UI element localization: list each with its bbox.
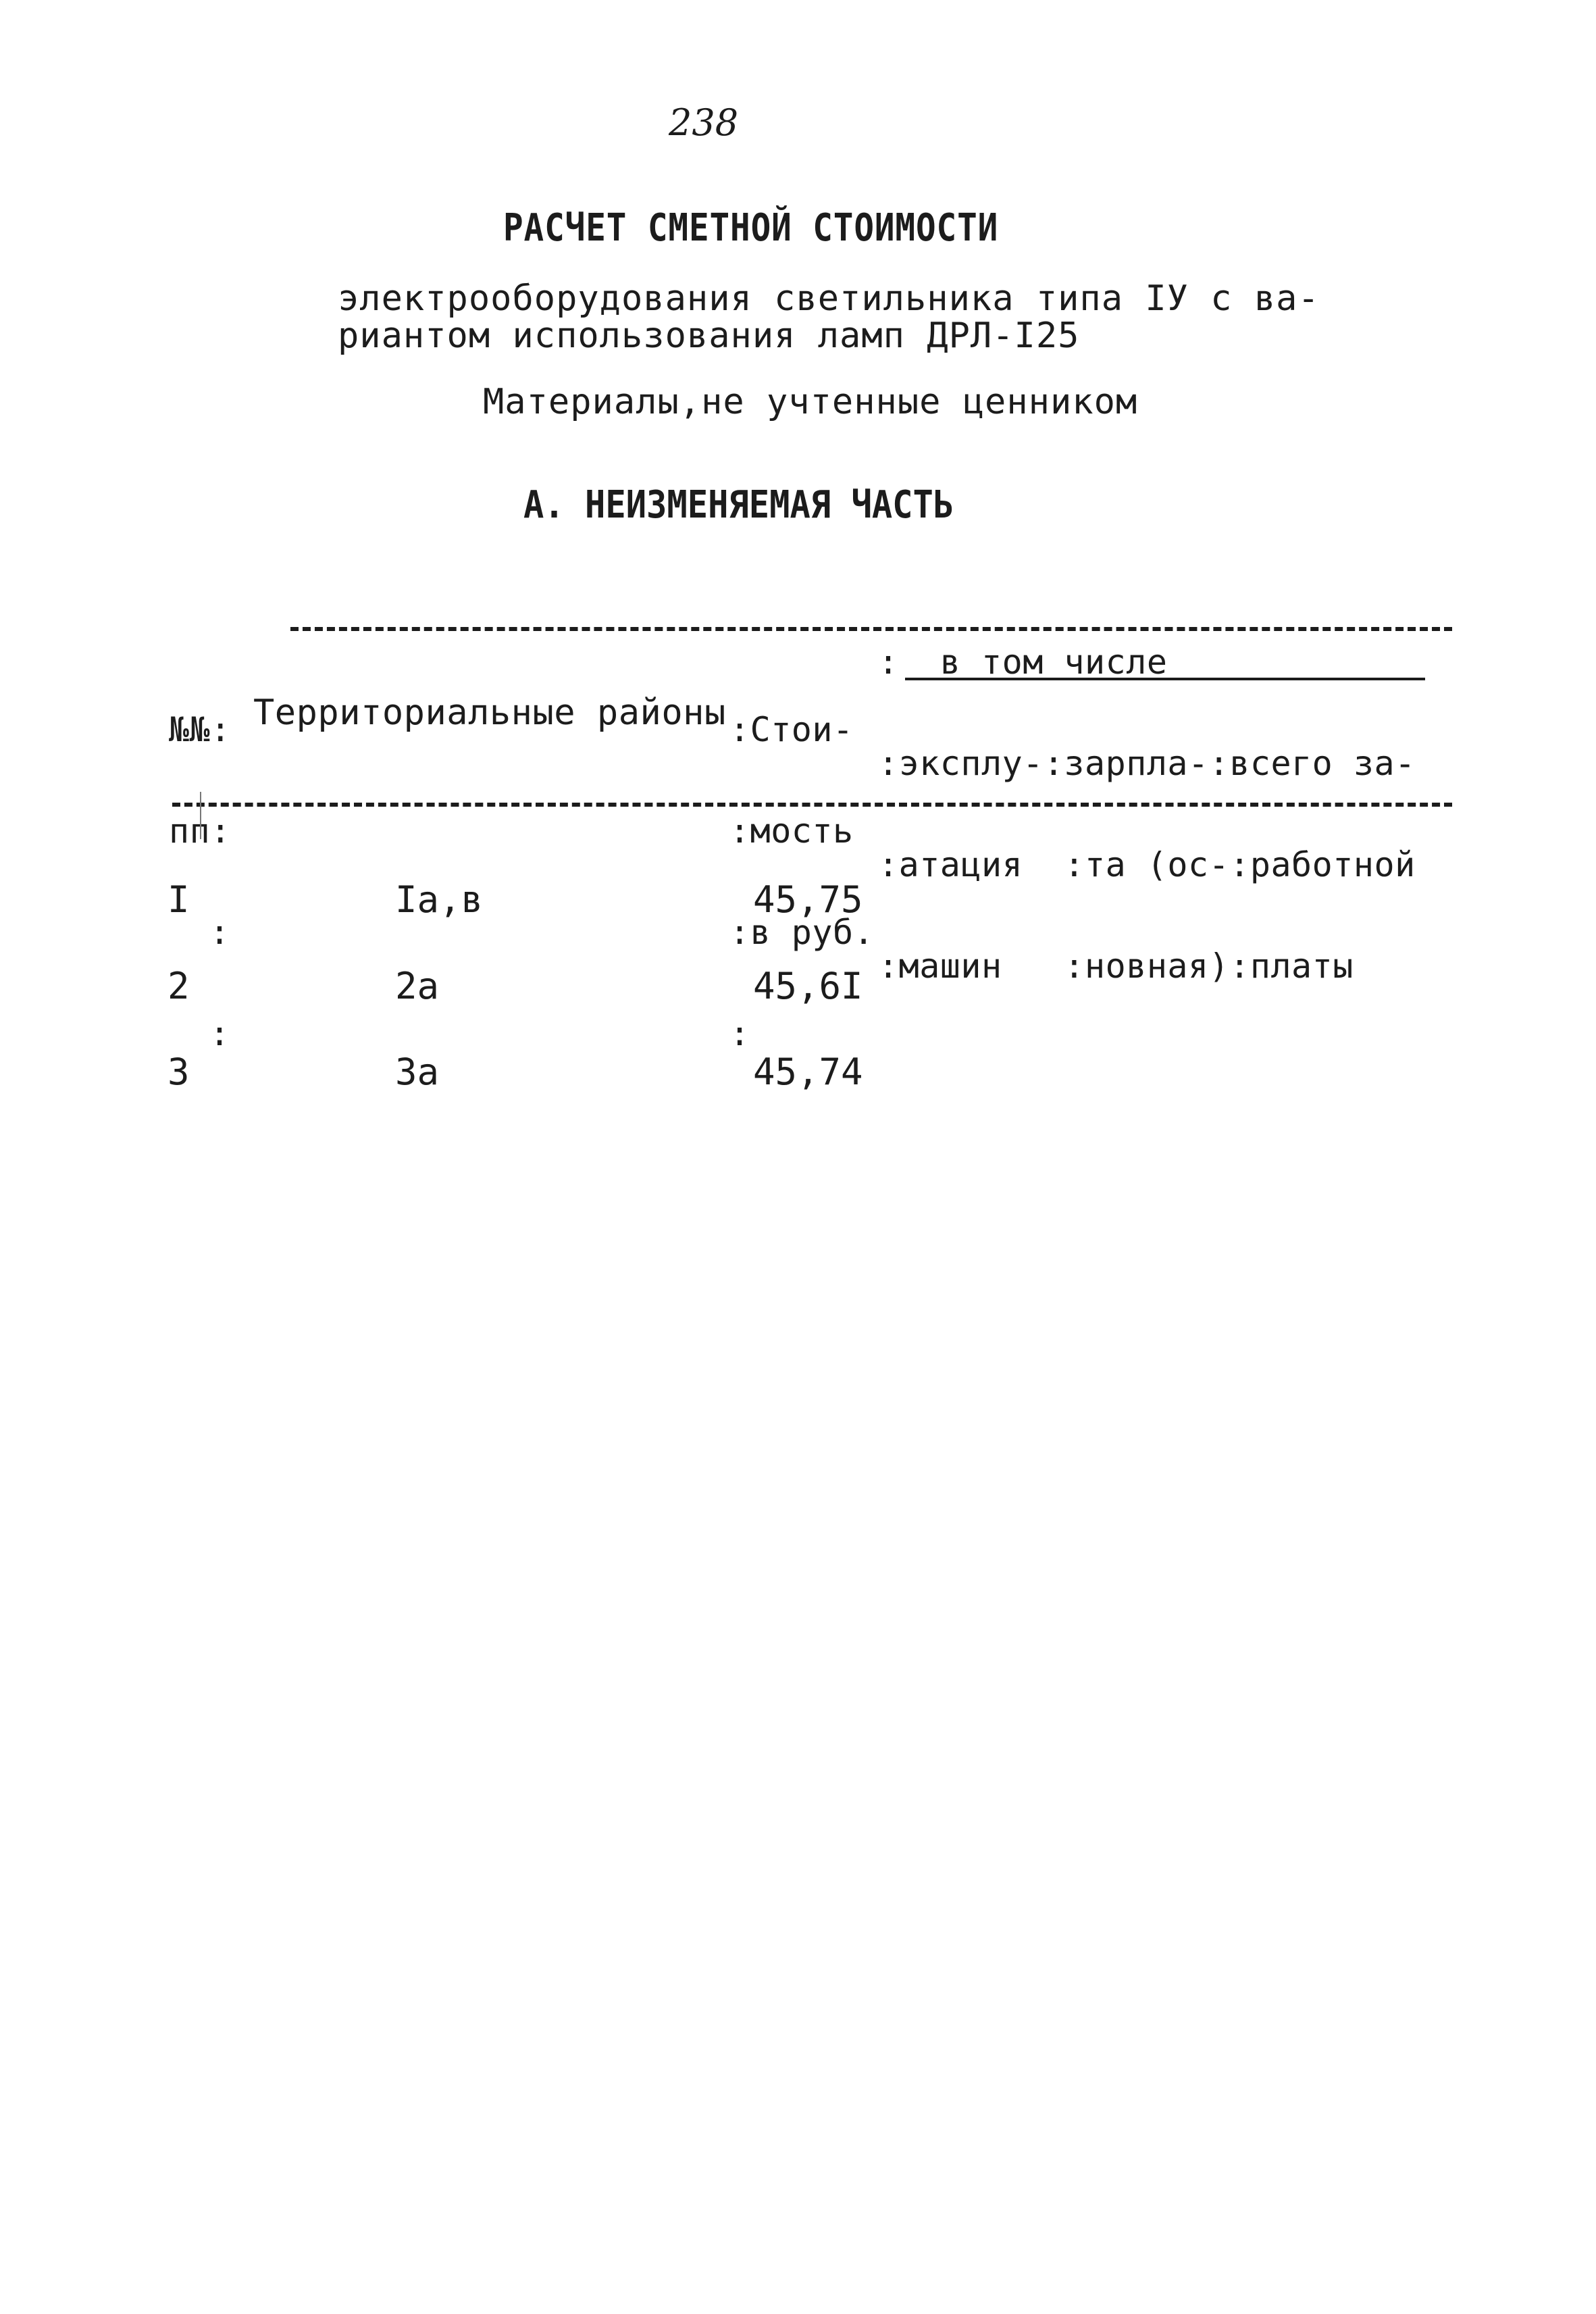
page-number: 238 <box>669 101 739 144</box>
row-separator-tick <box>200 792 201 839</box>
header-subcolumns <box>878 679 1416 1017</box>
section-title: А. НЕИЗМЕНЯЕМАЯ ЧАСТЬ <box>523 483 954 527</box>
subtitle-line: электрооборудования светильника типа IУ с ва- <box>338 278 1320 319</box>
header-num-line: пп: <box>169 811 231 851</box>
header-sub-line: :эксплу-:зарпла-:всего за- <box>878 744 1416 783</box>
document-subtitle <box>338 280 1320 355</box>
subtitle-line: риантом использования ламп ДРЛ-I25 <box>338 316 1080 356</box>
header-cost-line: :в руб. <box>729 913 875 952</box>
materials-note: Материалы,не учтенные ценником <box>483 382 1138 422</box>
header-cost-line: : <box>729 1014 750 1053</box>
row-district: Iа,в <box>395 878 484 921</box>
header-territory: Территориальные районы <box>253 693 726 733</box>
header-sub-line: :машин :новная):платы <box>878 947 1354 986</box>
header-num-line: : <box>209 1014 230 1053</box>
header-sub-line: :атация :та (ос-:работной <box>878 845 1416 884</box>
row-cost: 45,6I <box>753 965 863 1007</box>
header-cost-col <box>729 645 874 1084</box>
row-district: 3а <box>395 1051 440 1093</box>
document-title: РАСЧЕТ СМЕТНОЙ СТОИМОСТИ <box>503 206 999 250</box>
header-num-col <box>169 645 231 1084</box>
header-num-line: №№: <box>169 710 231 749</box>
row-cost: 45,75 <box>753 878 863 921</box>
row-number: 3 <box>168 1051 190 1093</box>
row-district: 2а <box>395 965 440 1007</box>
row-number: I <box>168 878 190 921</box>
header-group: : в том числе <box>878 643 1168 682</box>
header-cost-line: :Стои- <box>729 710 854 749</box>
row-cost: 45,74 <box>753 1051 863 1093</box>
row-number: 2 <box>168 965 190 1007</box>
header-cost-line: :мость <box>729 811 854 851</box>
table-top-rule <box>290 627 1452 631</box>
table-header-rule <box>172 803 1452 807</box>
header-num-line: : <box>209 913 230 952</box>
